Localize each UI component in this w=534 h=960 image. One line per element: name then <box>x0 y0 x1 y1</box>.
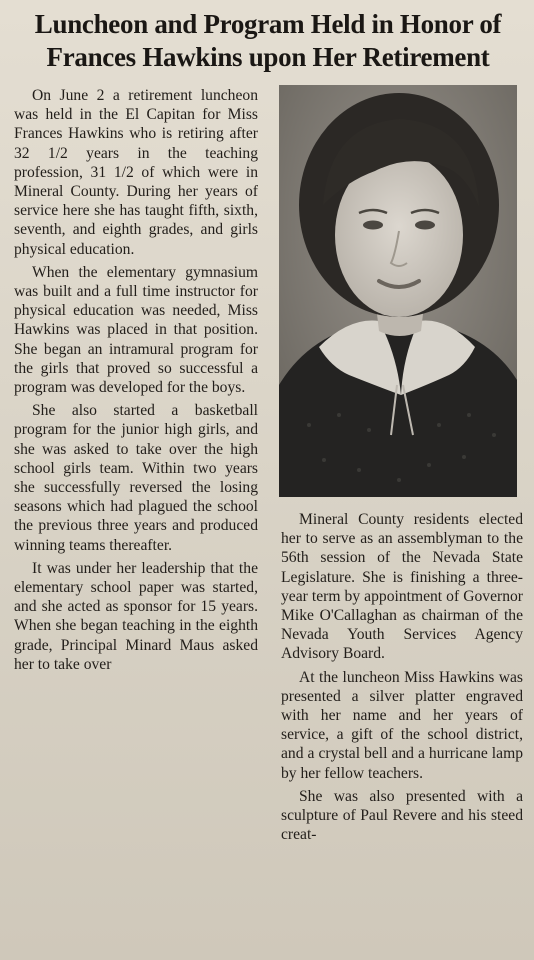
article-headline: Luncheon and Program Held in Honor of Frances Hawkins upon Her Retirement <box>34 9 502 72</box>
portrait-illustration <box>279 85 517 497</box>
paragraph-7: She was also presented with a sculpture of Paul Revere and his steed creat- <box>281 787 523 844</box>
portrait-photo <box>279 85 517 497</box>
paragraph-6: At the luncheon Miss Hawkins was presented a silver platter engraved with her name and her years of service, a gift of the school district, and a crystal bell and a hurricane lamp by her fellow teachers. <box>281 668 523 782</box>
right-eye <box>415 221 435 230</box>
left-eye <box>363 221 383 230</box>
paragraph-4: It was under her leadership that the elementary school paper was started, and she acted as sponsor for 15 years. When she began teaching in the eighth grade, Principal Minard Maus asked her to take over <box>14 559 258 673</box>
sweater <box>279 323 517 497</box>
article-right-column <box>281 510 523 848</box>
article-left-column <box>14 86 258 678</box>
paragraph-2: When the elementary gymnasium was built and a full time instructor for physical education was needed, Miss Hawkins was placed in that position. She began an intramural program for the girls that proved so successful a program was developed for the boys. <box>14 263 258 397</box>
paragraph-5: Mineral County residents elected her to serve as an assemblyman to the 56th session of the Nevada State Legislature. She is finishing a three-year term by appointment of Governor Mike O'Callaghan as chairman of the Nevada Youth Services Agency Advisory Board. <box>281 511 523 663</box>
paragraph-1: On June 2 a retirement luncheon was held in the El Capitan for Miss Frances Hawkins who is retiring after 32 1/2 years in the teaching profession, 31 1/2 of which were in Mineral County. During her years of service here she has taught fifth, sixth, seventh, and eighth grades, and girls physical education. <box>14 87 258 258</box>
paragraph-3: She also started a basketball program for the junior high girls, and she was asked to take over the high school girls team. Within two years she successfully reversed the losing seasons which had plagued the school the previous three years and produced winning teams thereafter. <box>14 402 258 554</box>
